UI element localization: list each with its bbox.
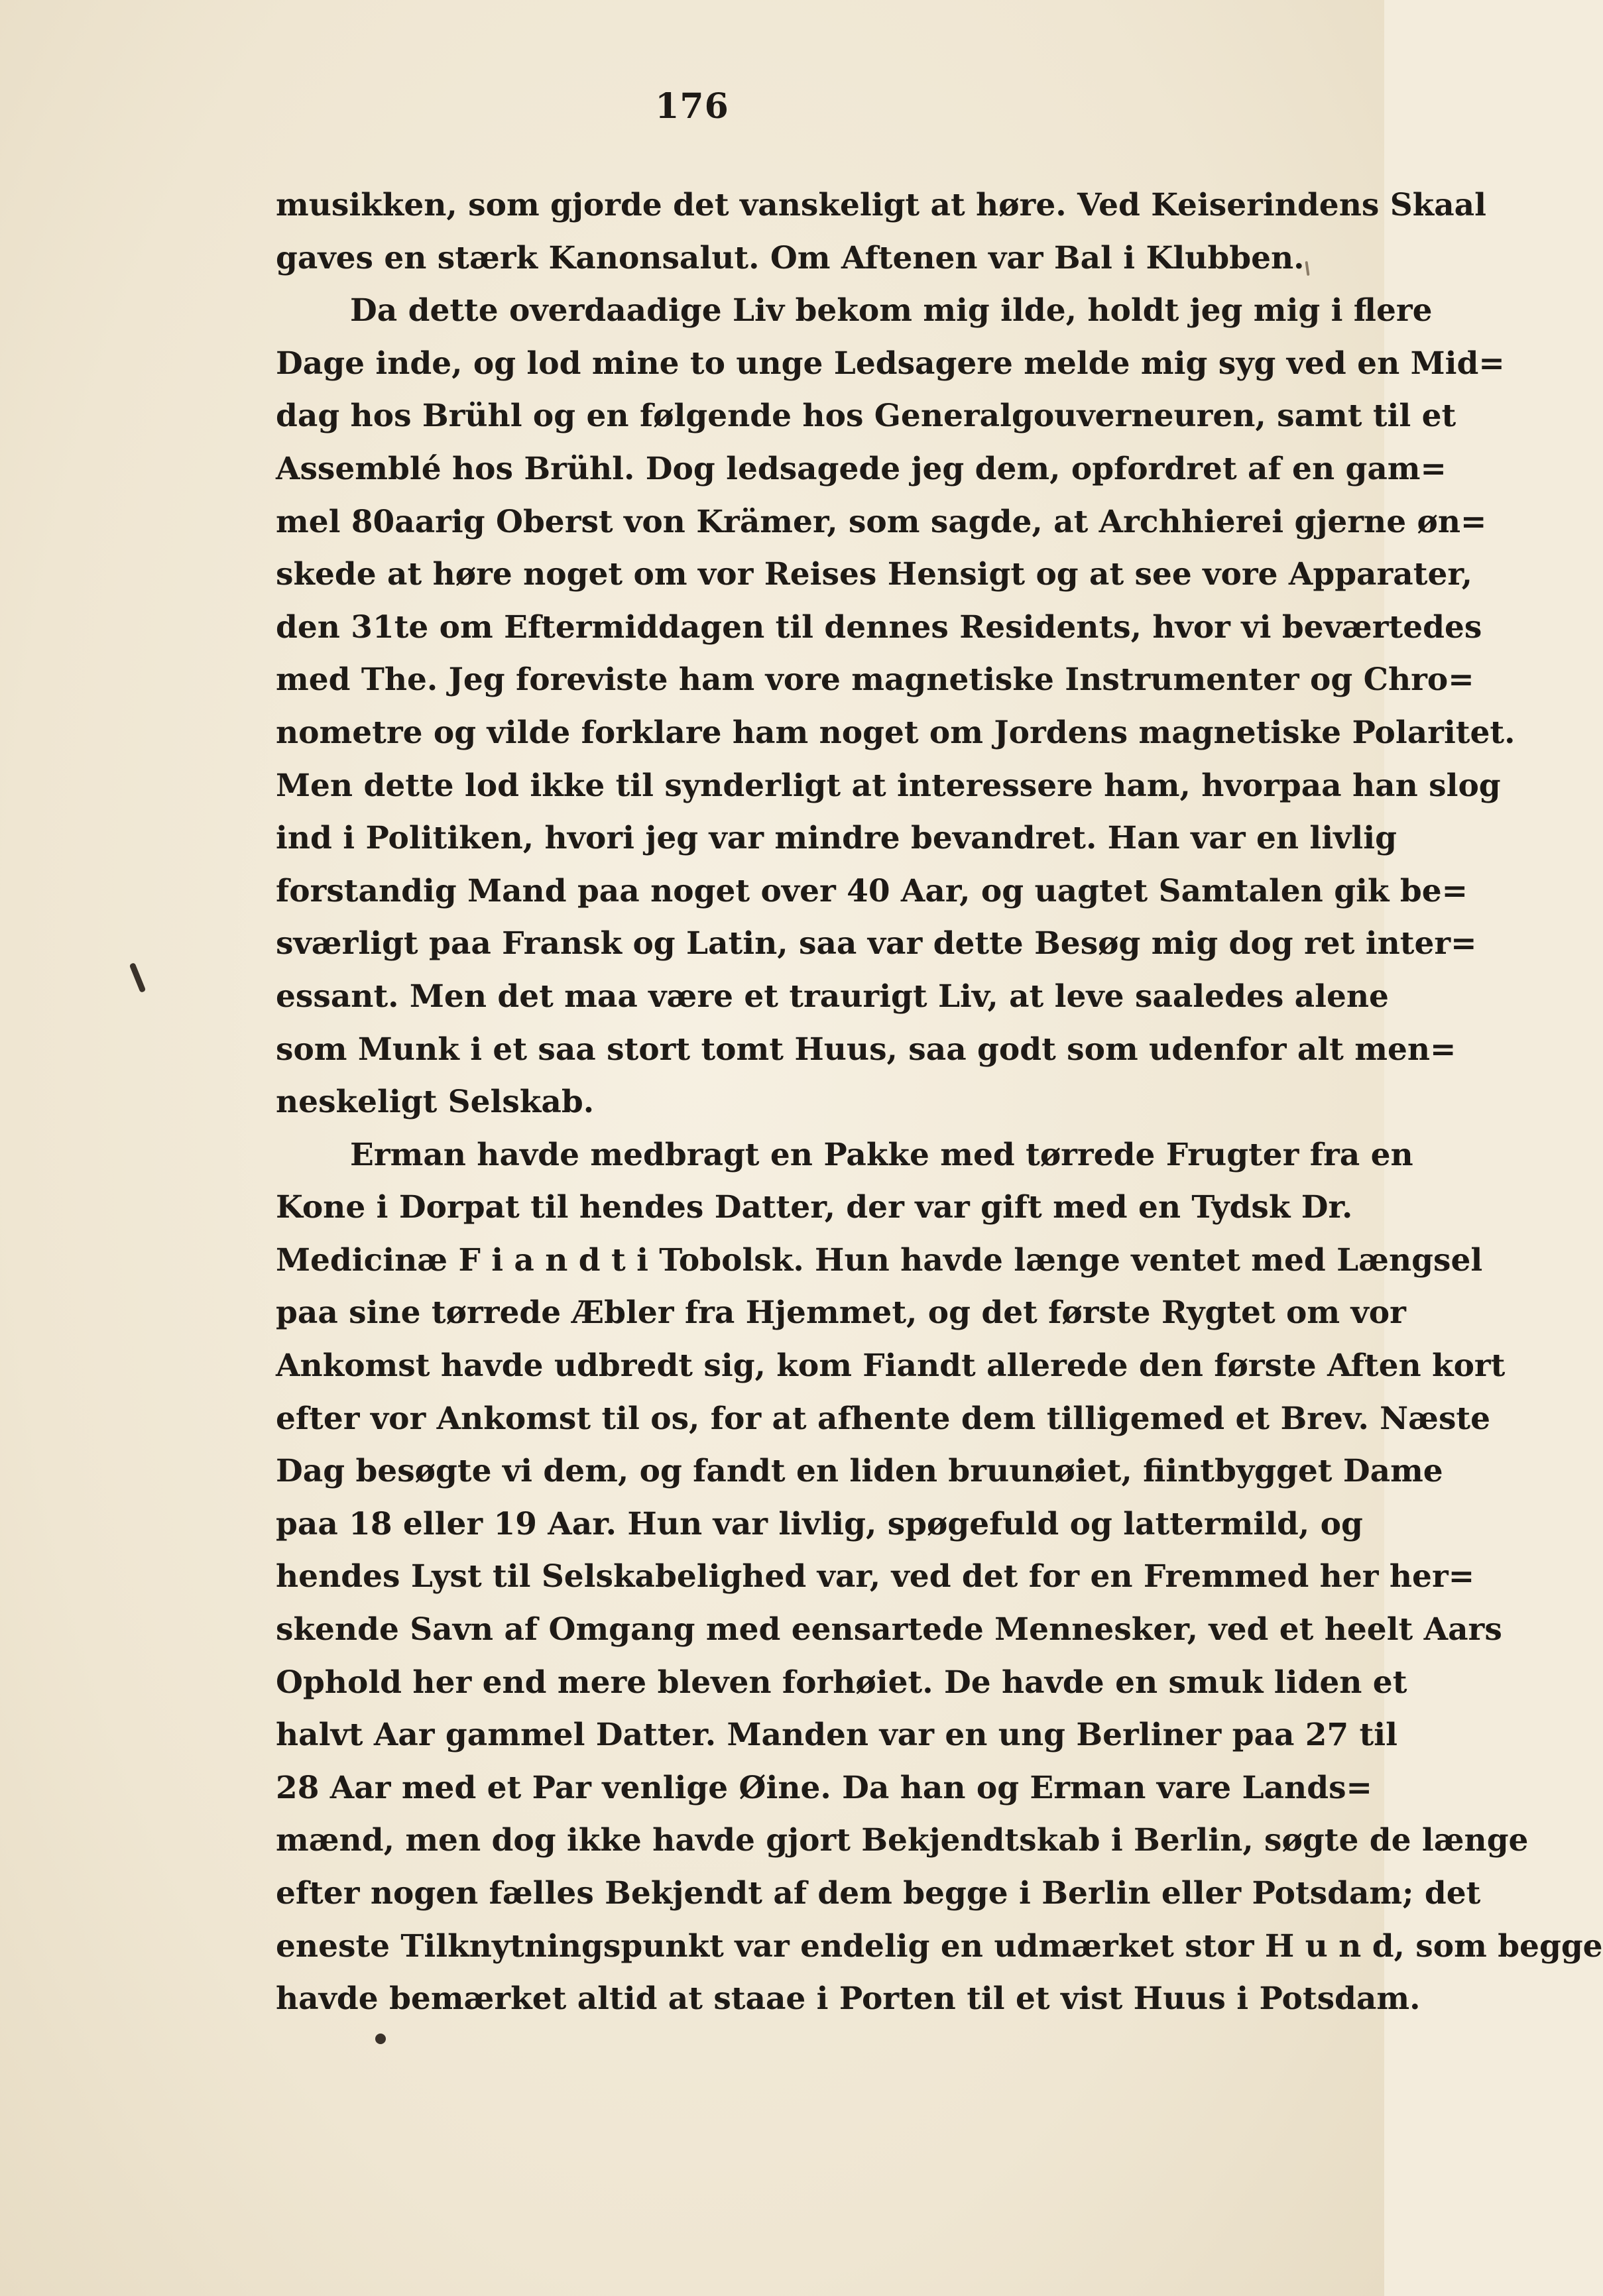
text-line: Ankomst havde udbredt sig, kom Fiandt allerede den første Aften kort	[276, 1348, 1506, 1385]
text-line: Assemblé hos Brühl. Dog ledsagede jeg dem, opfordret af en gam=	[276, 450, 1447, 487]
text-line: 28 Aar med et Par venlige Øine. Da han og Erman vare Lands=	[276, 1769, 1372, 1806]
text-line: essant. Men det maa være et traurigt Liv, at leve saaledes alene	[276, 978, 1389, 1015]
text-line: sværligt paa Fransk og Latin, saa var dette Besøg mig dog ret inter=	[276, 925, 1477, 962]
text-line: nometre og vilde forklare ham noget om Jordens magnetiske Polaritet.	[276, 714, 1515, 751]
page-number: 176	[655, 86, 729, 127]
text-line: Da dette overdaadige Liv bekom mig ilde, holdt jeg mig i flere	[350, 292, 1433, 329]
text-line: efter nogen fælles Bekjendt af dem begge i Berlin eller Potsdam; det	[276, 1875, 1481, 1912]
text-line: neskeligt Selskab.	[276, 1084, 595, 1121]
text-line: Dag besøgte vi dem, og fandt en liden bruunøiet, fiintbygget Dame	[276, 1453, 1443, 1490]
text-line: den 31te om Eftermiddagen til dennes Residents, hvor vi beværtedes	[276, 608, 1482, 646]
text-line: halvt Aar gammel Datter. Manden var en ung Berliner paa 27 til	[276, 1717, 1397, 1754]
text-line: Men dette lod ikke til synderligt at interessere ham, hvorpaa han slog	[276, 767, 1501, 804]
body-text	[276, 179, 1603, 2026]
text-line: mænd, men dog ikke havde gjort Bekjendtskab i Berlin, søgte de længe	[276, 1822, 1529, 1859]
text-line: gaves en stærk Kanonsalut. Om Aftenen var Bal i Klubben.	[276, 239, 1305, 276]
text-line: hendes Lyst til Selskabelighed var, ved det for en Fremmed her her=	[276, 1558, 1475, 1595]
ink-dot-mark	[375, 2034, 386, 2044]
text-line: eneste Tilknytningspunkt var endelig en udmærket stor H u n d, som begge	[276, 1927, 1603, 1965]
text-line: Kone i Dorpat til hendes Datter, der var gift med en Tydsk Dr.	[276, 1189, 1353, 1226]
text-line: skede at høre noget om vor Reises Hensigt og at see vore Apparater,	[276, 556, 1473, 593]
text-line: Ophold her end mere bleven forhøiet. De havde en smuk liden et	[276, 1664, 1407, 1701]
text-line: Medicinæ F i a n d t i Tobolsk. Hun havde længe ventet med Længsel	[276, 1241, 1483, 1279]
text-line: Erman havde medbragt en Pakke med tørrede Frugter fra en	[350, 1136, 1413, 1173]
text-line: ind i Politiken, hvori jeg var mindre bevandret. Han var en livlig	[276, 820, 1397, 857]
text-line: dag hos Brühl og en følgende hos Generalgouverneuren, samt til et	[276, 398, 1456, 435]
text-line: efter vor Ankomst til os, for at afhente dem tilligemed et Brev. Næste	[276, 1400, 1491, 1437]
text-line: paa 18 eller 19 Aar. Hun var livlig, spøgefuld og lattermild, og	[276, 1505, 1363, 1542]
ink-stroke-mark	[129, 962, 147, 993]
text-line: paa sine tørrede Æbler fra Hjemmet, og det første Rygtet om vor	[276, 1294, 1406, 1332]
text-line: musikken, som gjorde det vanskeligt at høre. Ved Keiserindens Skaal	[276, 187, 1486, 223]
text-line: forstandig Mand paa noget over 40 Aar, og uagtet Samtalen gik be=	[276, 872, 1468, 909]
text-line: mel 80aarig Oberst von Krämer, som sagde, at Archhierei gjerne øn=	[276, 503, 1487, 540]
text-line: som Munk i et saa stort tomt Huus, saa godt som udenfor alt men=	[276, 1031, 1456, 1068]
margin-tick-mark	[1305, 261, 1309, 276]
text-line: skende Savn af Omgang med eensartede Mennesker, ved et heelt Aars	[276, 1611, 1502, 1648]
text-line: Dage inde, og lod mine to unge Ledsagere melde mig syg ved en Mid=	[276, 345, 1505, 382]
text-line: havde bemærket altid at staae i Porten til et vist Huus i Potsdam.	[276, 1980, 1421, 2018]
text-line: med The. Jeg foreviste ham vore magnetiske Instrumenter og Chro=	[276, 661, 1474, 699]
